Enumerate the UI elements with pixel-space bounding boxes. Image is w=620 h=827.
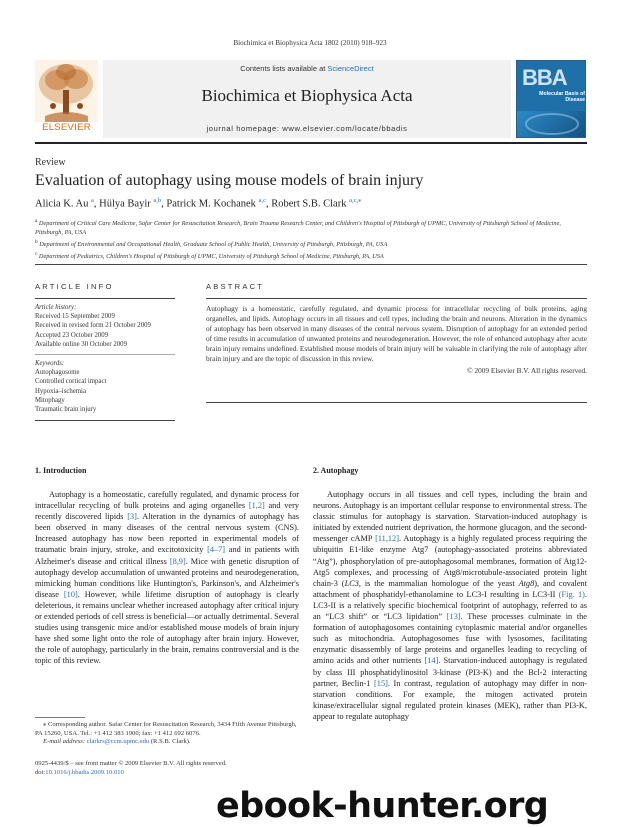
history-received: Received 15 September 2009	[35, 313, 115, 321]
citation-link[interactable]: [15]	[374, 678, 388, 688]
keyword-item: Autophagosome	[35, 369, 80, 377]
footnote-rule	[35, 717, 85, 718]
abstract-text: Autophagy is a homeostatic, carefully regulated, and dynamic process for intracellular recycling of bulk proteins, aging organelles, and lipids. Autophagy occurs in all tissues and cell types, including the brain and neurons. Alteration in the dynamics of autophagy has been observed in many diseases of the central nervous system. Disruption of autophagy for an extended period of time results in accumulation of unwanted proteins and neurodegeneration. However, the role of enhanced autophagy after acute brain injury remains undefined. Established mouse models of brain injury will be valuable in clarifying the role of autophagy after brain injury and are the topic of discussion in this review.	[206, 304, 587, 364]
author-list: Alicia K. Au $^a$, Hülya Bayir $^{a,b}$, Patrick M. Kochanek $^{a,c}$, Robert S.B. Clark $^{a,c,⁎}$	[35, 197, 362, 210]
author-affiliation-marker[interactable]: a,c,⁎	[349, 197, 362, 204]
body-text: . In contrast, regulation of autophagy may differ in non-starvation conditions. For example, the mitogen activated protein kinase/extracellular signal regulated protein kinases (MEK), rather than PI3-K, appear to regulate autophagy	[313, 678, 588, 721]
citation-link[interactable]: [11,12]	[375, 534, 399, 544]
article-info-bottom-rule	[35, 420, 175, 421]
body-text: Autophagy is a homeostatic, carefully regulated, and dynamic process for intracellular recycling of bulk proteins and aging organelles	[35, 490, 299, 511]
citation-link[interactable]: [10]	[63, 589, 78, 599]
body-text: ), and covalent attachment of phosphatidyl-ethanolamine to LC3-I resulting in LC3-II	[313, 578, 587, 599]
history-revised: Received in revised form 21 October 2009	[35, 322, 151, 330]
keywords	[35, 359, 175, 414]
issn-line: 0925-4439/$ – see front matter © 2009 Elsevier B.V. All rights reserved.	[35, 760, 227, 767]
keyword-item: Mitophagy	[35, 396, 65, 404]
body-text: . Alteration in the dynamics of autophagy has been observed in many diseases of the central nervous system (CNS). Increased autophagy has now been reported in experimental models of traumatic brain injury, stroke, and excitotoxicity	[35, 512, 299, 555]
author-affiliation-marker[interactable]: a,c	[258, 197, 266, 204]
body-text: Atg8	[518, 578, 535, 588]
abstract-copyright: © 2009 Elsevier B.V. All rights reserved.	[467, 365, 587, 375]
affiliation-b: $^b$ Department of Environmental and Occupational Health, Graduate School of Public Health, University of Pittsburgh, Pittsburgh, PA, USA	[35, 238, 388, 248]
journal-banner	[103, 60, 511, 138]
body-text: . However, while lifetime disruption of autophagy is clearly deleterious, it remains unclear whether increased autophagy after critical injury or extended periods of cell stress is beneficial—or actually detrimental. Several studies using transgenic mice and/or established mouse models of brain injury have shed some light onto the role of autophagy after brain injury. However, the role of autophagy, particularly in the brain, remains controversial and is the topic of this review.	[35, 589, 299, 666]
article-info-heading: ARTICLE INFO	[35, 282, 114, 291]
journal-cover	[516, 60, 586, 138]
citation-link[interactable]: [3]	[127, 512, 137, 522]
cover-title: BBA	[522, 65, 567, 90]
body-text: and in patients with Alzheimer's disease and critical illness	[35, 545, 299, 566]
author-name: Patrick M. Kochanek	[166, 198, 259, 210]
article-type: Review	[35, 157, 66, 168]
abstract-rule	[206, 298, 587, 299]
autophagy-paragraph	[313, 489, 587, 722]
contents-line	[103, 64, 511, 73]
abstract	[206, 282, 587, 403]
keyword-item: Controlled cortical impact	[35, 378, 107, 386]
history-online: Available online 30 October 2009	[35, 340, 127, 348]
column-right	[313, 466, 587, 722]
body-text: Autophagy occurs in all tissues and cell types, including the brain and neurons. Autophagy is an important cellular response to environmental stress. The classic stimulus for autophagy is starvation. Starvation-induced autophagy is initiated by extended nutrient deprivation, the hormone glucagon, and the second-messenger cAMP	[313, 490, 587, 544]
author-affiliation-marker[interactable]: a,b	[153, 197, 162, 204]
column-left	[35, 466, 299, 667]
keywords-label: Keywords:	[35, 360, 65, 368]
elsevier-wordmark: ELSEVIER	[42, 122, 91, 133]
email-link[interactable]: clarkrs@ccm.upmc.edu	[86, 738, 150, 745]
cover-subtitle: Molecular Basis of Disease	[539, 91, 585, 103]
citation-link[interactable]: [13]	[446, 612, 461, 622]
intro-paragraph	[35, 489, 299, 667]
keyword-item: Traumatic brain injury	[35, 406, 97, 414]
body-text: LC3	[344, 578, 359, 588]
doi-link[interactable]: 10.1016/j.bbadis.2009.10.010	[45, 768, 124, 776]
keywords-rule	[35, 354, 175, 355]
affiliation-a: $^a$ Department of Critical Care Medicine, Safar Center for Resuscitation Research, Brain Trauma Research Center, and Children's Hospital of Pittsburgh of UPMC, University of Pittsburgh School of Medicine, Pittsburgh, PA, USA	[35, 218, 561, 236]
cover-molecule-icon	[525, 113, 579, 135]
front-matter	[35, 760, 335, 777]
intro-heading: 1. Introduction	[35, 466, 87, 475]
keyword-item: Hypoxia–ischemia	[35, 387, 86, 395]
journal-masthead	[35, 60, 586, 138]
journal-homepage[interactable]: journal homepage: www.elsevier.com/locate/bbadis	[206, 124, 408, 133]
contents-prefix: Contents lists available at	[240, 64, 328, 73]
elsevier-tree-icon	[35, 60, 98, 122]
corresponding-footnote	[35, 721, 299, 747]
masthead-rule	[35, 142, 587, 144]
citation-link[interactable]: [1,2]	[248, 501, 265, 511]
affiliation-c: $^c$ Department of Pediatrics, Children's Hospital of Pittsburgh of UPMC, University of Pittsburgh School of Medicine, Pittsburgh, PA, USA	[35, 250, 384, 260]
author-affiliation-marker[interactable]: a	[91, 197, 94, 204]
article-title: Evaluation of autophagy using mouse models of brain injury	[35, 172, 424, 189]
corresponding-author: ⁎ Corresponding author. Safar Center for Resuscitation Research, 3434 Fifth Avenue Pittsburgh, PA 15260, USA. Tel.: +1 412 383 1900; fax: +1 412 692 6076.	[35, 721, 297, 737]
article-info-rule	[35, 298, 175, 299]
author-name: Hülya Bayir	[99, 198, 154, 210]
doi-line: doi:10.1016/j.bbadis.2009.10.010	[35, 768, 124, 776]
sciencedirect-link[interactable]: ScienceDirect	[327, 64, 374, 73]
body-text: . Starvation-induced autophagy is regulated by class III phosphatidylinositol 3-kinase (PI3-K) and the Bcl-2 interacting partner, Beclin-1	[313, 656, 588, 688]
body-text: . Autophagy is a highly regulated process requiring the ubiquitin E1-like enzyme Atg7 (autophagy-associated proteins abbreviated “Atg”), phosphorylation of pre-autophagosomal membranes, formation of Atg12-Atg5 complexes, and processing of Atg8/microtubule-associated protein light chain-3 (	[313, 534, 587, 588]
journal-title: Biochimica et Biophysica Acta	[201, 86, 413, 105]
body-text: . These processes culminate in the formation of autophagosomes containing cytoplasmic material and/or organelles such as mitochondria. Autophagosomes fuse with lysosomes, facilitating enzymatic disassembly of large proteins and organelles leading to recycling of amino acids and other nutrients	[313, 612, 587, 666]
header-divider	[35, 264, 587, 265]
article-history	[35, 303, 175, 349]
body-text: , is the mammalian homologue of the yeast	[358, 578, 519, 588]
abstract-heading: ABSTRACT	[206, 282, 265, 291]
author-name: Robert S.B. Clark	[271, 198, 350, 210]
author-name: Alicia K. Au	[35, 198, 91, 210]
citation-link[interactable]: [4–7]	[207, 545, 226, 555]
history-accepted: Accepted 23 October 2009	[35, 331, 109, 339]
body-text: . Mice with genetic disruption of autophagy develop accumulation of unwanted proteins and neurodegeneration, mimicking human conditions like Huntington's, Parkinson's, and Alzheimer's disease	[35, 556, 299, 599]
citation-link[interactable]: [8,9]	[169, 556, 186, 566]
abstract-bottom-rule	[206, 402, 587, 403]
elsevier-logo	[35, 60, 98, 138]
email-line: E-mail address: clarkrs@ccm.upmc.edu (R.S.B. Clark).	[43, 738, 191, 745]
citation-link[interactable]: [14]	[424, 656, 439, 666]
citation-link[interactable]: (Fig. 1)	[558, 589, 585, 599]
affiliations	[35, 217, 587, 261]
history-label: Article history:	[35, 304, 77, 311]
autophagy-heading: 2. Autophagy	[313, 466, 359, 475]
body-text: and very recently discovered lipids	[35, 501, 299, 522]
running-header: Biochimica et Biophysica Acta 1802 (2010) 918–923	[233, 39, 387, 47]
watermark-text: ebook-hunter.org	[216, 786, 549, 826]
body-text: . LC3-II is a relatively specific biochemical footprint of autophagy, referred to as an “LC3 shift” or “LC3 lipidation”	[313, 589, 587, 622]
article-info	[35, 282, 175, 421]
